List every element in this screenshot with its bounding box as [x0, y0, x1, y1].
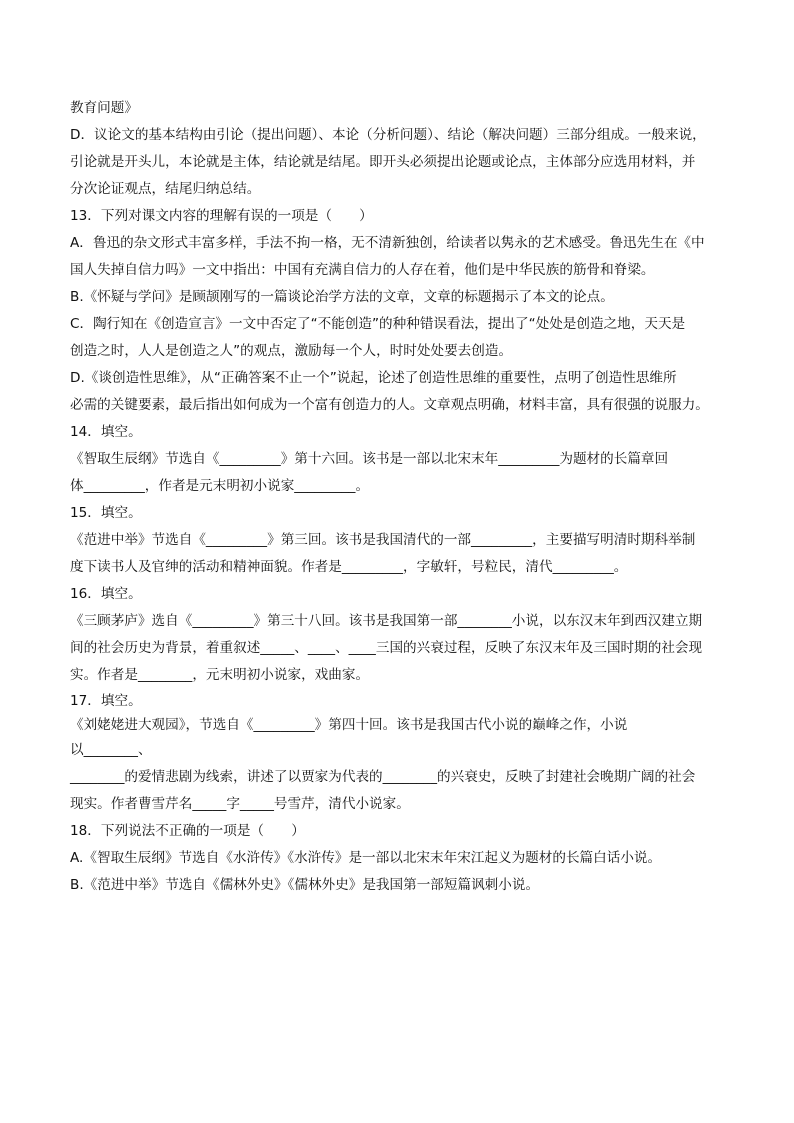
question-16-stem: 16．填空。 [70, 586, 142, 602]
question-17-stem: 17．填空。 [70, 693, 142, 709]
option-a-line: A．鲁迅的杂文形式丰富多样，手法不拘一格，无不清新独创，给读者以隽永的艺术感受。鲁迅先生在《中 [70, 235, 705, 251]
question-15-stem: 15．填空。 [70, 505, 142, 521]
fill-blank-line: 《三顾茅庐》选自《_________》第三十八回。该书是我国第一部________小说，以东汉末年到西汉建立期 [70, 613, 703, 629]
option-c-line: C．陶行知在《创造宣言》一文中否定了“不能创造”的种种错误看法，提出了“处处是创造之地，天天是 [70, 316, 686, 332]
document-page [70, 95, 730, 899]
option-b-line: B.《怀疑与学问》是顾颉刚写的一篇谈论治学方法的文章，文章的标题揭示了本文的论点。 [70, 289, 614, 305]
text-line: 创造之时，人人是创造之人”的观点，激励每一个人，时时处处要去创造。 [70, 343, 513, 359]
text-line: 分次论证观点，结尾归纳总结。 [70, 181, 261, 197]
question-13-stem: 13．下列对课文内容的理解有误的一项是（ ） [70, 208, 373, 224]
option-a-line: A.《智取生辰纲》节选自《水浒传》《水浒传》是一部以北宋末年宋江起义为题材的长篇白话小说。 [70, 850, 662, 866]
fill-blank-line: 以________、 [70, 742, 152, 758]
question-18-stem: 18．下列说法不正确的一项是（ ） [70, 823, 305, 839]
fill-blank-line: 度下读书人及官绅的活动和精神面貌。作者是_________，字敏轩，号粒民，清代_________。 [70, 559, 628, 575]
option-d-line: D.《谈创造性思维》，从“正确答案不止一个”说起，论述了创造性思维的重要性，点明了创造性思维所 [70, 370, 677, 386]
fill-blank-line: 体_________，作者是元末明初小说家_________。 [70, 478, 370, 494]
fill-blank-line: 间的社会历史为背景，着重叙述_____、____、____三国的兴衰过程，反映了东汉末年及三国时期的社会现 [70, 640, 703, 656]
fill-blank-line: 《范进中举》节选自《_________》第三回。该书是我国清代的一部_________，主要描写明清时期科举制 [70, 532, 696, 548]
option-d-line: D．议论文的基本结构由引论（提出问题）、本论（分析问题）、结论（解决问题）三部分组成。一般来说， [70, 127, 706, 143]
text-line: 国人失掉自信力吗》一文中指出：中国有充满自信力的人存在着，他们是中华民族的筋骨和脊梁。 [70, 262, 655, 278]
text-line: 教育问题》 [70, 100, 138, 116]
fill-blank-line: 《智取生辰纲》节选自《_________》第十六回。该书是一部以北宋末年_________为题材的长篇章回 [70, 451, 669, 467]
question-14-stem: 14．填空。 [70, 424, 142, 440]
text-line: 必需的关键要素，最后指出如何成为一个富有创造力的人。文章观点明确，材料丰富，具有很强的说服力。 [70, 397, 709, 413]
fill-blank-line: 实。作者是________，元末明初小说家，戏曲家。 [70, 667, 370, 683]
fill-blank-line: 现实。作者曹雪芹名_____字_____号雪芹，清代小说家。 [70, 796, 410, 812]
fill-blank-line: ________的爱情悲剧为线索，讲述了以贾家为代表的________的兴衰史，反映了封建社会晚期广阔的社会 [70, 769, 696, 785]
option-b-line: B.《范进中举》节选自《儒林外史》《儒林外史》是我国第一部短篇讽刺小说。 [70, 877, 540, 893]
text-line: 引论就是开头儿，本论就是主体，结论就是结尾。即开头必须提出论题或论点，主体部分应选用材料，并 [70, 154, 696, 170]
fill-blank-line: 《刘姥姥进大观园》，节选自《_________》第四十回。该书是我国古代小说的巅峰之作，小说 [70, 717, 628, 733]
